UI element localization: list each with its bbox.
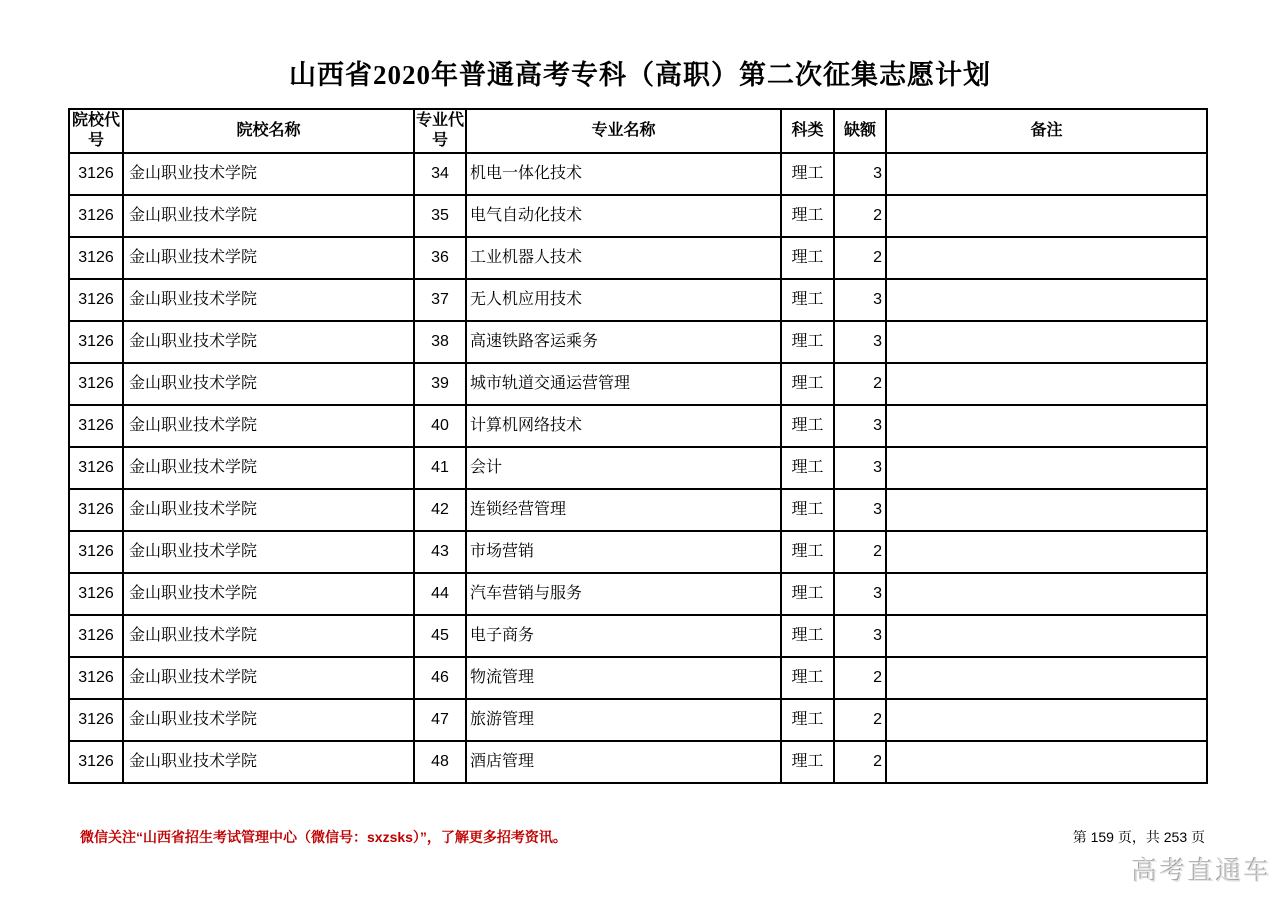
vacancy-cell: 3 — [834, 279, 886, 321]
category-cell: 理工 — [781, 321, 834, 363]
major-code-cell: 43 — [414, 531, 466, 573]
category-cell: 理工 — [781, 237, 834, 279]
major-code-cell: 48 — [414, 741, 466, 783]
note-cell — [886, 405, 1207, 447]
college-name-cell: 金山职业技术学院 — [123, 321, 414, 363]
vacancy-cell: 3 — [834, 615, 886, 657]
vacancy-cell: 3 — [834, 573, 886, 615]
college-name-cell: 金山职业技术学院 — [123, 657, 414, 699]
vacancy-cell: 3 — [834, 405, 886, 447]
table-row — [69, 489, 1207, 531]
table-row — [69, 741, 1207, 783]
note-cell — [886, 531, 1207, 573]
vacancy-cell: 3 — [834, 321, 886, 363]
table-row — [69, 573, 1207, 615]
major-name-cell: 计算机网络技术 — [466, 405, 781, 447]
table-row — [69, 615, 1207, 657]
table-row — [69, 657, 1207, 699]
college-name-cell: 金山职业技术学院 — [123, 153, 414, 195]
category-cell: 理工 — [781, 405, 834, 447]
note-cell — [886, 321, 1207, 363]
note-cell — [886, 657, 1207, 699]
header-major-code: 专业代号 — [414, 109, 466, 153]
table-row — [69, 531, 1207, 573]
college-name-cell: 金山职业技术学院 — [123, 237, 414, 279]
major-code-cell: 47 — [414, 699, 466, 741]
college-name-cell: 金山职业技术学院 — [123, 363, 414, 405]
table-row — [69, 321, 1207, 363]
major-name-cell: 酒店管理 — [466, 741, 781, 783]
vacancy-cell: 2 — [834, 237, 886, 279]
college-code-cell: 3126 — [69, 237, 123, 279]
page-number: 第 159 页，共 253 页 — [1072, 829, 1205, 845]
vacancy-cell: 2 — [834, 657, 886, 699]
vacancy-cell: 3 — [834, 489, 886, 531]
category-cell: 理工 — [781, 615, 834, 657]
college-code-cell: 3126 — [69, 447, 123, 489]
table-row — [69, 195, 1207, 237]
note-cell — [886, 363, 1207, 405]
category-cell: 理工 — [781, 741, 834, 783]
note-cell — [886, 447, 1207, 489]
major-code-cell: 39 — [414, 363, 466, 405]
enrollment-plan-table — [68, 108, 1208, 784]
category-cell: 理工 — [781, 573, 834, 615]
college-code-cell: 3126 — [69, 363, 123, 405]
college-name-cell: 金山职业技术学院 — [123, 573, 414, 615]
vacancy-cell: 2 — [834, 195, 886, 237]
watermark: 高考直通车 — [1131, 856, 1272, 886]
major-name-cell: 高速铁路客运乘务 — [466, 321, 781, 363]
note-cell — [886, 279, 1207, 321]
major-code-cell: 42 — [414, 489, 466, 531]
table-row — [69, 363, 1207, 405]
note-cell — [886, 489, 1207, 531]
note-cell — [886, 237, 1207, 279]
note-cell — [886, 153, 1207, 195]
major-code-cell: 41 — [414, 447, 466, 489]
major-code-cell: 40 — [414, 405, 466, 447]
table-row — [69, 447, 1207, 489]
major-name-cell: 汽车营销与服务 — [466, 573, 781, 615]
college-name-cell: 金山职业技术学院 — [123, 195, 414, 237]
major-name-cell: 物流管理 — [466, 657, 781, 699]
category-cell: 理工 — [781, 531, 834, 573]
major-name-cell: 旅游管理 — [466, 699, 781, 741]
college-code-cell: 3126 — [69, 153, 123, 195]
header-major-name: 专业名称 — [466, 109, 781, 153]
note-cell — [886, 195, 1207, 237]
header-college-name: 院校名称 — [123, 109, 414, 153]
category-cell: 理工 — [781, 699, 834, 741]
table-row — [69, 237, 1207, 279]
college-name-cell: 金山职业技术学院 — [123, 699, 414, 741]
college-name-cell: 金山职业技术学院 — [123, 489, 414, 531]
vacancy-cell: 3 — [834, 447, 886, 489]
college-code-cell: 3126 — [69, 321, 123, 363]
major-code-cell: 37 — [414, 279, 466, 321]
category-cell: 理工 — [781, 489, 834, 531]
vacancy-cell: 3 — [834, 153, 886, 195]
college-name-cell: 金山职业技术学院 — [123, 279, 414, 321]
major-code-cell: 36 — [414, 237, 466, 279]
major-name-cell: 市场营销 — [466, 531, 781, 573]
category-cell: 理工 — [781, 195, 834, 237]
category-cell: 理工 — [781, 153, 834, 195]
major-code-cell: 38 — [414, 321, 466, 363]
major-name-cell: 电气自动化技术 — [466, 195, 781, 237]
vacancy-cell: 2 — [834, 531, 886, 573]
vacancy-cell: 2 — [834, 363, 886, 405]
note-cell — [886, 573, 1207, 615]
category-cell: 理工 — [781, 447, 834, 489]
college-name-cell: 金山职业技术学院 — [123, 447, 414, 489]
college-code-cell: 3126 — [69, 573, 123, 615]
header-vacancy: 缺额 — [834, 109, 886, 153]
category-cell: 理工 — [781, 657, 834, 699]
major-name-cell: 电子商务 — [466, 615, 781, 657]
note-cell — [886, 615, 1207, 657]
college-code-cell: 3126 — [69, 741, 123, 783]
college-name-cell: 金山职业技术学院 — [123, 405, 414, 447]
header-note: 备注 — [886, 109, 1207, 153]
college-name-cell: 金山职业技术学院 — [123, 615, 414, 657]
major-name-cell: 城市轨道交通运营管理 — [466, 363, 781, 405]
table-header-row — [69, 109, 1207, 153]
wechat-notice: 微信关注“山西省招生考试管理中心（微信号：sxzsks）”，了解更多招考资讯。 — [80, 829, 567, 845]
major-code-cell: 44 — [414, 573, 466, 615]
college-code-cell: 3126 — [69, 657, 123, 699]
vacancy-cell: 2 — [834, 741, 886, 783]
major-name-cell: 连锁经营管理 — [466, 489, 781, 531]
major-code-cell: 35 — [414, 195, 466, 237]
header-college-code: 院校代号 — [69, 109, 123, 153]
table-row — [69, 699, 1207, 741]
major-code-cell: 46 — [414, 657, 466, 699]
note-cell — [886, 699, 1207, 741]
major-code-cell: 34 — [414, 153, 466, 195]
category-cell: 理工 — [781, 279, 834, 321]
major-name-cell: 无人机应用技术 — [466, 279, 781, 321]
college-code-cell: 3126 — [69, 615, 123, 657]
college-code-cell: 3126 — [69, 195, 123, 237]
college-code-cell: 3126 — [69, 531, 123, 573]
college-code-cell: 3126 — [69, 489, 123, 531]
major-code-cell: 45 — [414, 615, 466, 657]
college-code-cell: 3126 — [69, 279, 123, 321]
table-row — [69, 279, 1207, 321]
table-row — [69, 153, 1207, 195]
note-cell — [886, 741, 1207, 783]
header-category: 科类 — [781, 109, 834, 153]
category-cell: 理工 — [781, 363, 834, 405]
vacancy-cell: 2 — [834, 699, 886, 741]
major-name-cell: 机电一体化技术 — [466, 153, 781, 195]
college-code-cell: 3126 — [69, 699, 123, 741]
college-name-cell: 金山职业技术学院 — [123, 531, 414, 573]
college-code-cell: 3126 — [69, 405, 123, 447]
major-name-cell: 工业机器人技术 — [466, 237, 781, 279]
major-name-cell: 会计 — [466, 447, 781, 489]
college-name-cell: 金山职业技术学院 — [123, 741, 414, 783]
table-row — [69, 405, 1207, 447]
page-title: 山西省2020年普通高考专科（高职）第二次征集志愿计划 — [289, 60, 991, 90]
